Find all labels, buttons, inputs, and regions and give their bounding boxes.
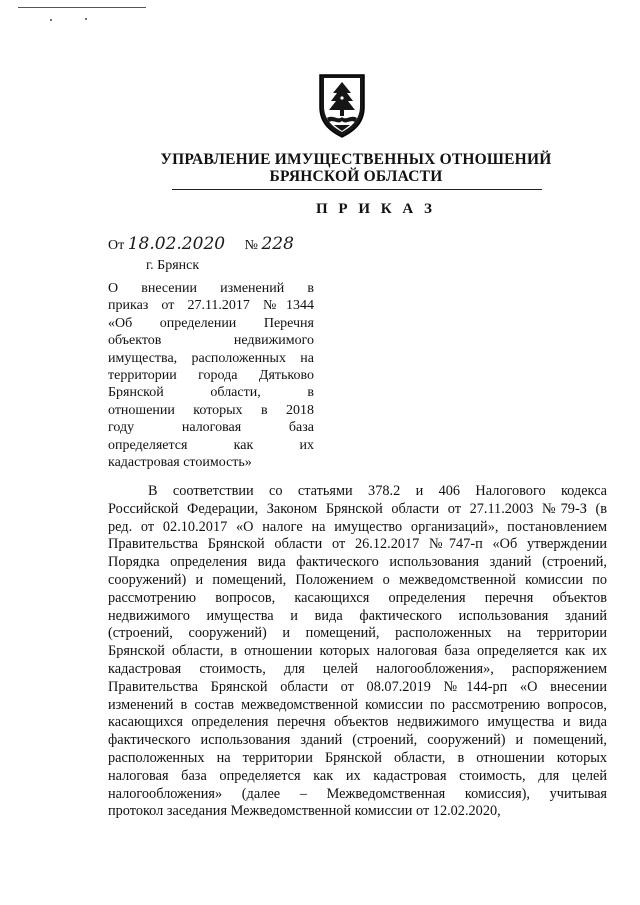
body-line: касающихся определения перечня объектов недвижимого имущества и вида (108, 714, 607, 731)
organization-name-line2: БРЯНСКОЙ ОБЛАСТИ (269, 168, 443, 185)
body-line: недвижимого имущества и вида фактического использования зданий (108, 607, 607, 624)
handwritten-date: 18.02.2020 (127, 234, 226, 254)
order-body (108, 483, 607, 821)
subject-line: «Об определении Перечня (108, 315, 314, 331)
body-line: Брянской области, в отношении которых налоговая база определяется как их (108, 643, 607, 660)
body-line: В соответствии со статьями 378.2 и 406 Налогового кодекса (148, 483, 607, 499)
body-line: Правительства Брянской области от 08.07.2019 №144-рп «О внесении (108, 678, 607, 695)
document-type: П Р И К А З (316, 201, 436, 217)
body-line: ред. от 02.10.2017 «О налоге на имущество организаций», постановлением (108, 518, 607, 535)
body-line: фактического использования зданий (строений, сооружений) и помещений, (108, 732, 607, 749)
subject-line: году налоговая база (108, 420, 314, 436)
body-line: рассмотрению вопросов, касающихся определения перечня объектов (108, 589, 607, 606)
body-line: протокол заседания Межведомственной комиссии от 12.02.2020, (108, 803, 501, 820)
body-line: Порядка определения вида фактического использования зданий (строений, (108, 554, 607, 571)
subject-line: имущества, расположенных на (108, 350, 314, 366)
order-subject (108, 280, 314, 471)
body-line: Правительства Брянской области от 26.12.2017 №747-п «Об утверждении (108, 536, 607, 553)
scan-artifact-dot (85, 18, 87, 20)
organization-name-line1: УПРАВЛЕНИЕ ИМУЩЕСТВЕННЫХ ОТНОШЕНИЙ (160, 151, 552, 168)
body-line: сооружений) и помещений, Положением о межведомственной комиссии по (108, 571, 607, 588)
subject-line: определяется как их (108, 437, 314, 453)
date-number-line (108, 234, 294, 254)
subject-line: Брянской области, в (108, 385, 314, 401)
body-line: расположенных на территории Брянской области, в отношении которых (108, 749, 607, 766)
body-line: кадастровая стоимость, для целей налогообложения», распоряжением (108, 660, 607, 677)
subject-line: О внесении изменений в (108, 281, 314, 296)
city: г. Брянск (146, 258, 200, 273)
subject-line: отношении которых в 2018 (108, 402, 314, 418)
body-line: налоговая база определяется как их кадастровая стоимость, для целей (108, 767, 607, 784)
scan-artifact-dot (50, 19, 52, 21)
number-label: № (244, 238, 258, 253)
body-line: изменений в состав межведомственной комиссии по рассмотрению вопросов, (108, 696, 607, 713)
body-line: налогообложения» (далее – Межведомственная комиссия), учитывая (108, 785, 607, 802)
body-line: Российской Федерации, Законом Брянской области от 27.11.2003 №79-З (в (108, 500, 607, 517)
subject-line: кадастровая стоимость» (108, 454, 252, 470)
handwritten-number: 228 (261, 234, 294, 254)
body-line: (строений, сооружений) и помещений, расположенных на территории (108, 625, 607, 642)
coat-of-arms-emblem (318, 73, 366, 139)
subject-line: территории города Дятьково (108, 367, 314, 383)
scan-artifact-line (18, 7, 146, 8)
header-divider (172, 189, 542, 190)
date-prefix: От (108, 238, 125, 253)
subject-line: приказ от 27.11.2017 №1344 (108, 298, 314, 314)
subject-line: объектов недвижимого (108, 333, 314, 349)
